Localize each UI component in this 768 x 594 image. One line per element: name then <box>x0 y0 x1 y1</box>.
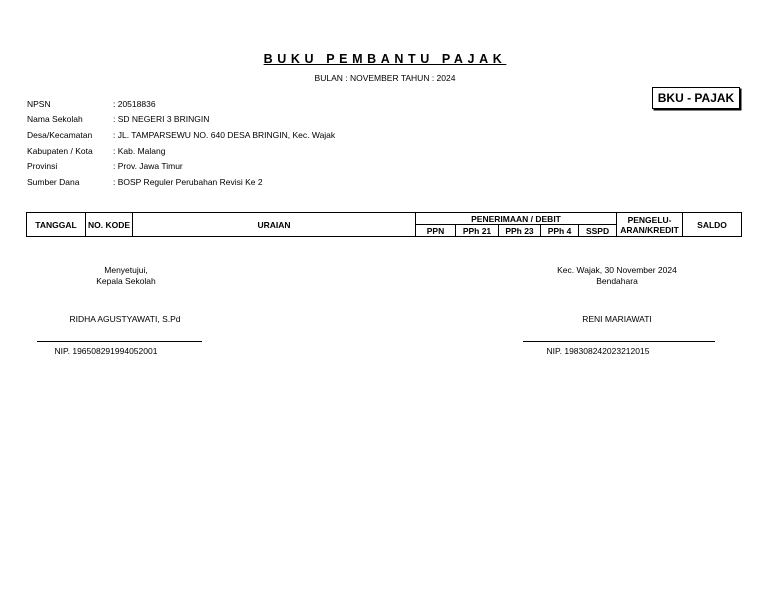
col-uraian: URAIAN <box>133 213 416 237</box>
col-pengeluaran: PENGELU- ARAN/KREDIT <box>617 213 683 237</box>
right-date-line: Kec. Wajak, 30 November 2024 <box>557 265 677 275</box>
info-label: NPSN <box>27 98 51 109</box>
col-pph21: PPh 21 <box>456 225 499 237</box>
left-signer-role: Kepala Sekolah <box>96 276 156 286</box>
right-signature-line <box>523 341 715 342</box>
info-label: Desa/Kecamatan <box>27 129 93 140</box>
col-saldo: SALDO <box>683 213 742 237</box>
school-info <box>27 96 335 190</box>
info-row-regency <box>27 143 335 159</box>
left-signature-line <box>37 341 202 342</box>
info-row-address <box>27 127 335 143</box>
period-subtitle: BULAN : NOVEMBER TAHUN : 2024 <box>314 73 456 83</box>
left-signer-name: RIDHA AGUSTYAWATI, S.Pd <box>69 314 181 324</box>
info-value: : JL. TAMPARSEWU NO. 640 DESA BRINGIN, Kec. Wajak <box>113 129 336 140</box>
right-signer-role: Bendahara <box>596 276 638 286</box>
col-tanggal: TANGGAL <box>27 213 86 237</box>
tax-ledger-table <box>26 212 742 237</box>
info-row-province <box>27 158 335 174</box>
col-no-kode: NO. KODE <box>86 213 133 237</box>
info-value: : BOSP Reguler Perubahan Revisi Ke 2 <box>113 176 263 187</box>
info-label: Provinsi <box>27 161 58 172</box>
info-row-npsn <box>27 96 335 112</box>
right-signer-name: RENI MARIAWATI <box>582 314 652 324</box>
col-ppn: PPN <box>416 225 456 237</box>
left-signer-nip: NIP. 196508291994052001 <box>54 346 158 356</box>
info-value: : 20518836 <box>113 98 156 109</box>
page-title: BUKU PEMBANTU PAJAK <box>263 52 507 66</box>
col-sspd: SSPD <box>579 225 617 237</box>
info-value: : Prov. Jawa Timur <box>113 161 183 172</box>
right-signer-nip: NIP. 198308242023212015 <box>546 346 650 356</box>
info-label: Kabupaten / Kota <box>27 145 93 156</box>
document-code-badge: BKU - PAJAK <box>652 87 740 109</box>
info-row-fund-source <box>27 174 335 190</box>
info-row-school-name <box>27 112 335 128</box>
col-pph4: PPh 4 <box>541 225 579 237</box>
info-label: Nama Sekolah <box>27 114 83 125</box>
col-penerimaan: PENERIMAAN / DEBIT <box>416 213 617 225</box>
info-value: : Kab. Malang <box>113 145 166 156</box>
left-approval-line: Menyetujui, <box>104 265 148 275</box>
col-pph23: PPh 23 <box>499 225 541 237</box>
info-label: Sumber Dana <box>27 176 80 187</box>
info-value: : SD NEGERI 3 BRINGIN <box>113 114 210 125</box>
